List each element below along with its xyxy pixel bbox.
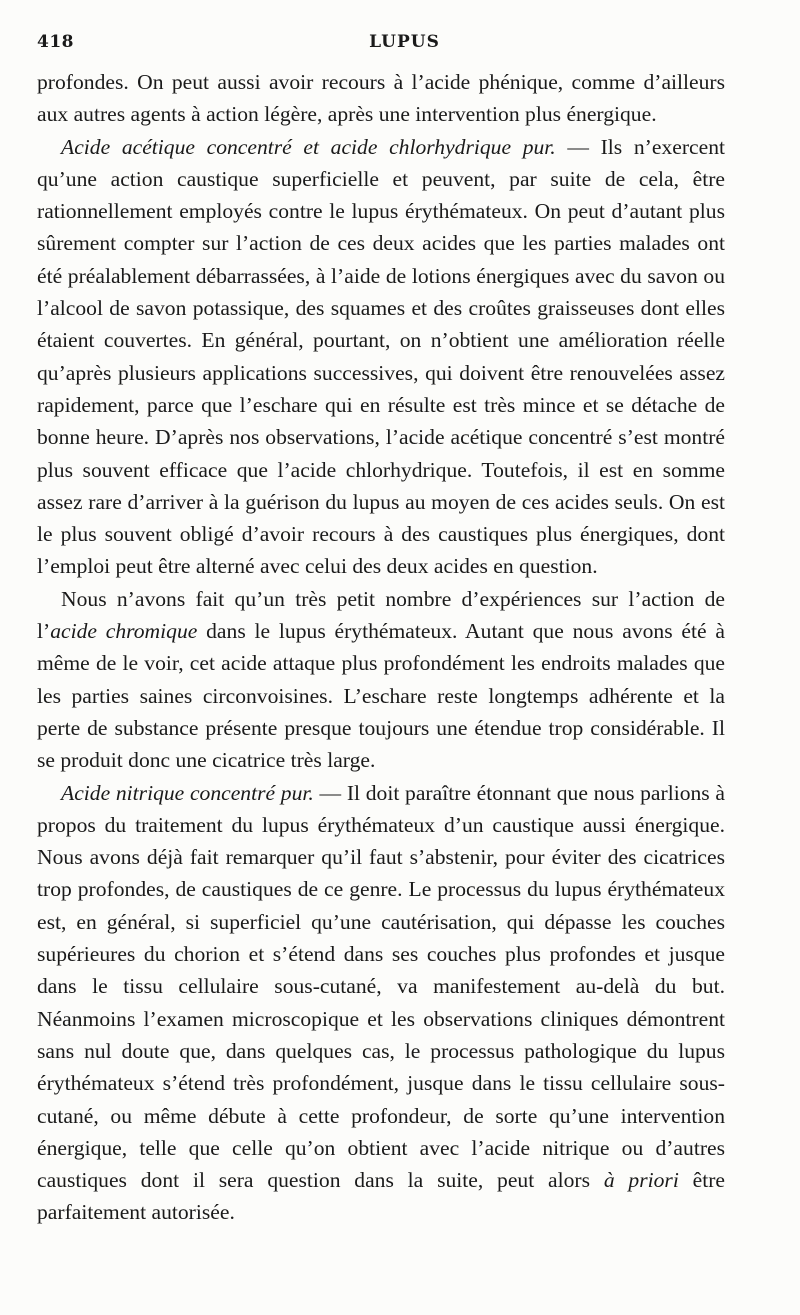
italic-run: acide chromique xyxy=(50,619,198,644)
italic-run: Acide acétique concentré et acide chlorhydrique pur. xyxy=(61,134,556,159)
paragraph-continuation xyxy=(37,66,725,131)
paragraph-acetic-hydrochloric xyxy=(37,131,725,583)
text-run: dans le lupus érythémateux. Autant que nous avons été à même de le voir, cet acide attaque plus profondément les endroits malades que les parties saines circonvoisines. L’eschare reste longtemps adhérente et la perte de substance présente presque toujours une étendue trop considérable. Il se produit donc une cicatrice très large. xyxy=(37,619,725,773)
text-run: être parfaitement autorisée. xyxy=(37,1168,725,1225)
running-head xyxy=(37,32,760,56)
paragraph-nitric-acid xyxy=(37,777,725,1229)
page-number: 418 xyxy=(37,32,74,52)
running-title: LUPUS xyxy=(369,32,440,52)
italic-run: à priori xyxy=(603,1168,679,1193)
body-text xyxy=(37,66,725,1229)
text-run: profondes. On peut aussi avoir recours à l’acide phénique, comme d’ailleurs aux autres agents à action légère, après une intervention plus énergique. xyxy=(37,70,725,127)
text-run: — Ils n’exercent qu’une action caustique superficielle et peuvent, par suite de cela, être rationnellement employés contre le lupus érythémateux. On peut d’autant plus sûrement compter sur l’action de ces deux acides que les parties malades ont été préalablement débarrassées, à l’aide de lotions énergiques avec du savon ou l’alcool de savon potassique, des squames et des croûtes graisseuses dont elles étaient couvertes. En général, pourtant, on n’obtient une amélioration réelle qu’après plusieurs applications successives, qui doivent être renouvelées assez rapidement, parce que l’eschare qui en résulte est très mince et se détache de bonne heure. D’après nos observations, l’acide acétique concentré s’est montré plus souvent efficace que l’acide chlorhydrique. Toutefois, il est en somme assez rare d’arriver à la guérison du lupus au moyen de ces acides seuls. On est le plus souvent obligé d’avoir recours à des caustiques plus énergiques, dont l’emploi peut être alterné avec celui des deux acides en question. xyxy=(37,134,725,579)
paragraph-chromic-acid xyxy=(37,583,725,777)
text-run: Nous n’avons fait qu’un très petit nombre d’expériences sur l’action de l’ xyxy=(37,586,725,644)
text-run: — Il doit paraître étonnant que nous parlions à propos du traitement du lupus érythémateux d’un caustique aussi énergique. Nous avons déjà fait remarquer qu’il faut s’abstenir, pour éviter des cicatrices trop profondes, de caustiques de ce genre. Le processus du lupus érythémateux est, en général, si superficiel qu’une cautérisation, qui dépasse les couches supérieures du chorion et s’étend dans ses couches plus profondes et jusque dans le tissu cellulaire sous-cutané, va manifestement au-delà du but. Néanmoins l’examen microscopique et les observations cliniques démontrent sans nul doute que, dans quelques cas, le processus pathologique du lupus érythémateux s’étend très profondément, jusque dans le tissu cellulaire sous-cutané, ou même débute à cette profondeur, de sorte qu’une intervention énergique, telle que celle qu’on obtient avec l’acide nitrique ou d’autres caustiques dont il sera question dans la suite, peut alors xyxy=(37,780,725,1193)
italic-run: Acide nitrique concentré pur. xyxy=(61,780,314,805)
